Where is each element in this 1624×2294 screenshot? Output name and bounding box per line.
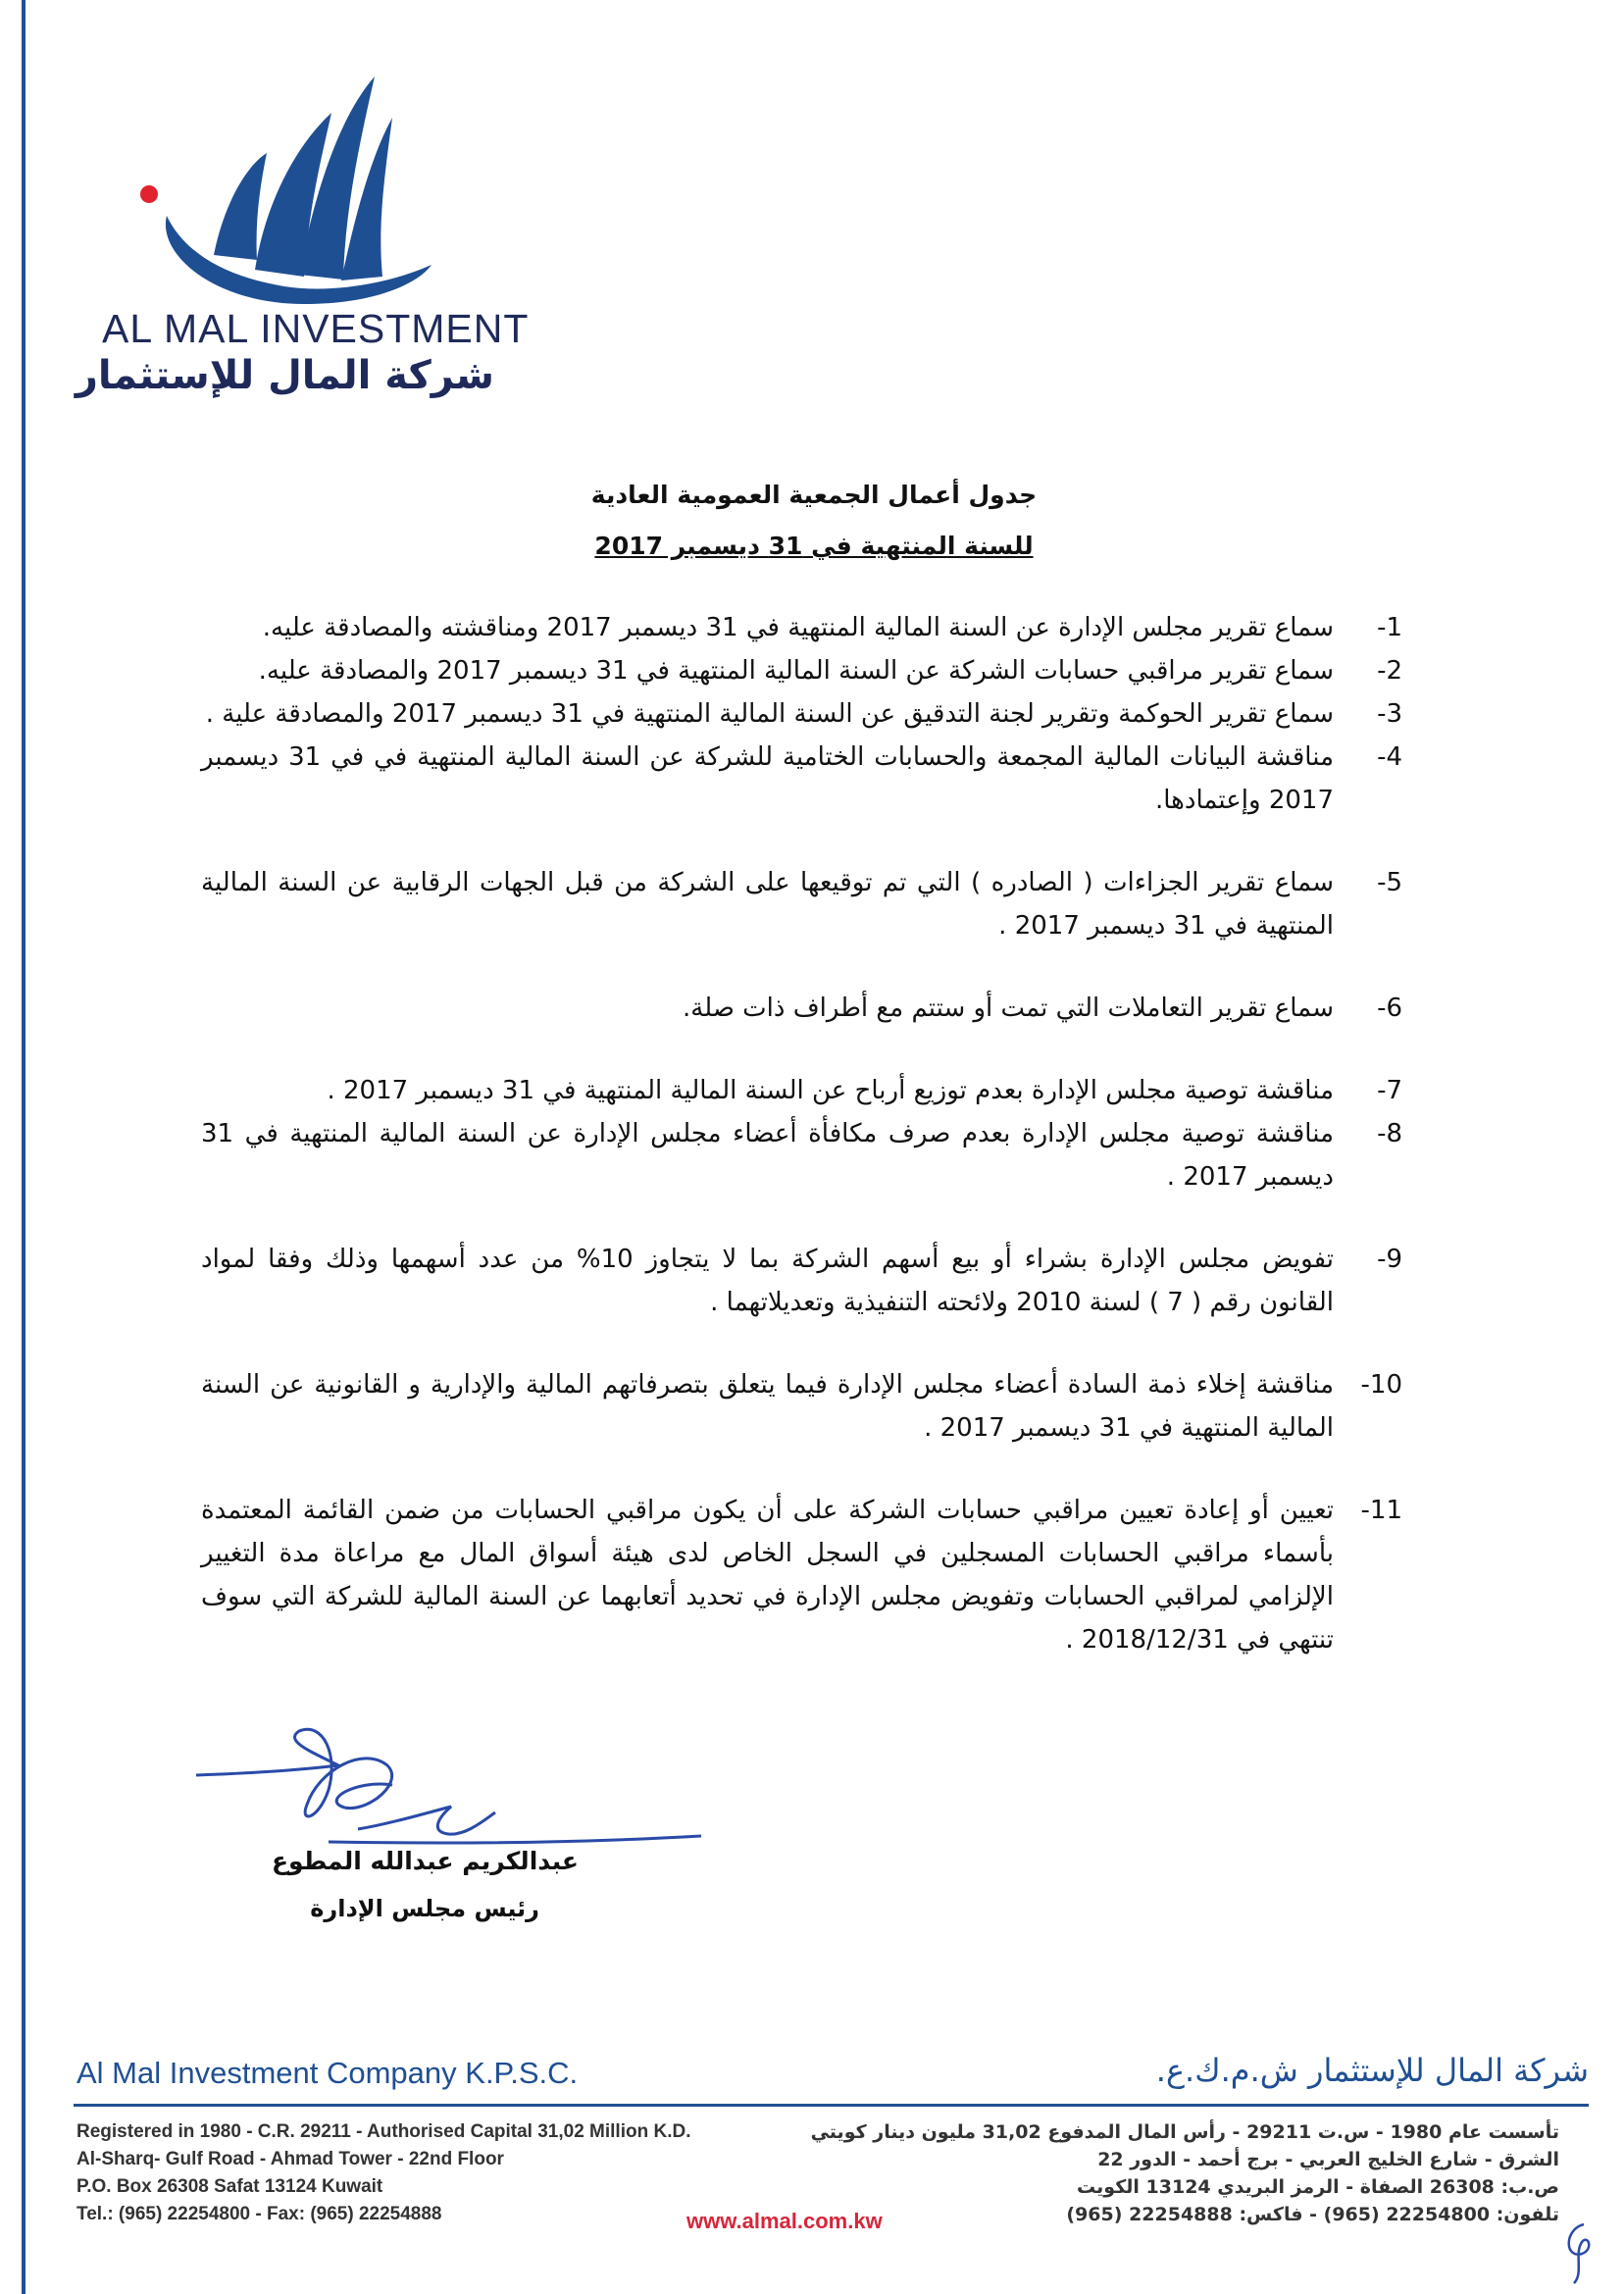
agenda-item [201,649,1402,692]
agenda-item-text: مناقشة توصية مجلس الإدارة بعدم صرف مكافأة أعضاء مجلس الإدارة عن السنة المالية المنتهية في 31 ديسمبر 2017 . [201,1119,1334,1192]
agenda-item [201,1363,1402,1450]
agenda-item-number: -2 [1377,656,1402,686]
agenda-item-text: سماع تقرير مجلس الإدارة عن السنة المالية المنتهية في 31 ديسمبر 2017 ومناقشته والمصادقة عليه. [262,613,1334,642]
agenda-item [201,1112,1402,1198]
title-line-1: جدول أعمال الجمعية العمومية العادية [590,481,1038,509]
agenda-item-number: -5 [1377,868,1402,897]
agenda-item-text: مناقشة البيانات المالية المجمعة والحسابات الختامية للشركة عن السنة المالية المنتهية في في 31 ديسمبر 2017 وإعتمادها. [201,742,1334,815]
agenda-item-text: تفويض مجلس الإدارة بشراء أو بيع أسهم الشركة بما لا يتجاوز 10% من عدد أسهمها وذلك وفقا لمواد القانون رقم ( 7 ) لسنة 2010 ولائحته التنفيذية وتعديلاتهما . [201,1245,1334,1317]
footer-contact-en [76,2118,690,2228]
agenda-item [201,736,1402,822]
logo-company-name-ar: شركة المال للإستثمار [75,353,494,398]
footer-line: الشرق - شارع الخليج العربي - برج أحمد - الدور 22 [1097,2149,1559,2170]
agenda-item-number: -10 [1360,1370,1402,1400]
agenda-item-number: -6 [1377,994,1402,1023]
agenda-item-text: مناقشة إخلاء ذمة السادة أعضاء مجلس الإدارة فيما يتعلق بتصرفاتهم المالية والإدارية و القانونية عن السنة المالية المنتهية في 31 ديسمبر 2017 . [201,1370,1334,1443]
agenda-list [201,606,1402,1661]
footer-line: Al-Sharq- Gulf Road - Ahmad Tower - 22nd Floor [76,2149,504,2169]
signatory-name: عبدالكريم عبدالله المطوع [271,1847,579,1875]
footer-company-name-en: Al Mal Investment Company K.P.S.C. [76,2056,579,2090]
agenda-item-number: -1 [1377,613,1402,642]
agenda-item-text: تعيين أو إعادة تعيين مراقبي حسابات الشركة على أن يكون مراقبي الحسابات من ضمن القائمة المعتمدة بأسماء مراقبي الحسابات المسجلين في السجل الخاص لدى هيئة أسواق المال مع مراعاة مدة التغيير الإلزامي لمراقبي الحسابات وتفويض مجلس الإدارة في تحديد أتعابهما عن السنة المالية للشركة التي سوف تنتهي في 2018/12/31 . [201,1496,1334,1655]
agenda-item [201,987,1402,1030]
footer-contact-ar [810,2118,1559,2228]
agenda-item [201,606,1402,649]
left-margin-rule [22,0,25,2294]
agenda-item-number: -8 [1377,1119,1402,1148]
footer-company-name-ar: شركة المال للإستثمار ش.م.ك.ع. [1155,2052,1589,2089]
logo-mark-icon [98,59,510,333]
initials-mark [1554,2215,1603,2292]
agenda-item-text: سماع تقرير مراقبي حسابات الشركة عن السنة المالية المنتهية في 31 ديسمبر 2017 والمصادقة عليه. [258,656,1334,686]
agenda-item-number: -11 [1360,1496,1402,1525]
document-title [392,476,1236,566]
agenda-item-number: -9 [1377,1245,1402,1274]
footer-divider [74,2104,1589,2107]
initials-scribble-icon [1554,2215,1603,2288]
footer-line: Tel.: (965) 22254800 - Fax: (965) 22254888 [76,2204,442,2224]
agenda-item [201,1238,1402,1324]
agenda-item-text: سماع تقرير الحوكمة وتقرير لجنة التدقيق عن السنة المالية المنتهية في 31 ديسمبر 2017 والمصادقة علية . [205,699,1334,729]
agenda-item-number: -3 [1377,699,1402,729]
agenda-item-text: سماع تقرير الجزاءات ( الصادره ) التي تم توقيعها على الشركة من قبل الجهات الرقابية عن السنة المالية المنتهية في 31 ديسمبر 2017 . [201,868,1334,941]
footer-line: P.O. Box 26308 Safat 13124 Kuwait [76,2176,383,2197]
logo-company-name-en: AL MAL INVESTMENT [102,306,530,351]
title-line-2: للسنة المنتهية في 31 ديسمبر 2017 [594,532,1034,560]
footer-line: تلفون: 22254800 (965) - فاكس: 22254888 (965) [1066,2204,1559,2225]
agenda-item [201,1489,1402,1661]
agenda-item [201,861,1402,947]
footer-website-link[interactable]: www.almal.com.kw [686,2209,883,2233]
agenda-item [201,692,1402,736]
footer-line: تأسست عام 1980 - س.ت 29211 - رأس المال المدفوع 31,02 مليون دينار كويتي [810,2121,1559,2143]
agenda-item-text: مناقشة توصية مجلس الإدارة بعدم توزيع أرباح عن السنة المالية المنتهية في 31 ديسمبر 2017 . [327,1076,1334,1105]
agenda-item [201,1069,1402,1112]
agenda-item-number: -4 [1377,742,1402,772]
signatory-role: رئيس مجلس الإدارة [310,1895,539,1922]
agenda-item-number: -7 [1377,1076,1402,1105]
footer-line: Registered in 1980 - C.R. 29211 - Authorised Capital 31,02 Million K.D. [76,2121,691,2142]
footer-line: ص.ب: 26308 الصفاة - الرمز البريدي 13124 الكويت [1077,2176,1559,2198]
agenda-item-text: سماع تقرير التعاملات التي تمت أو ستتم مع أطراف ذات صلة. [683,994,1334,1023]
